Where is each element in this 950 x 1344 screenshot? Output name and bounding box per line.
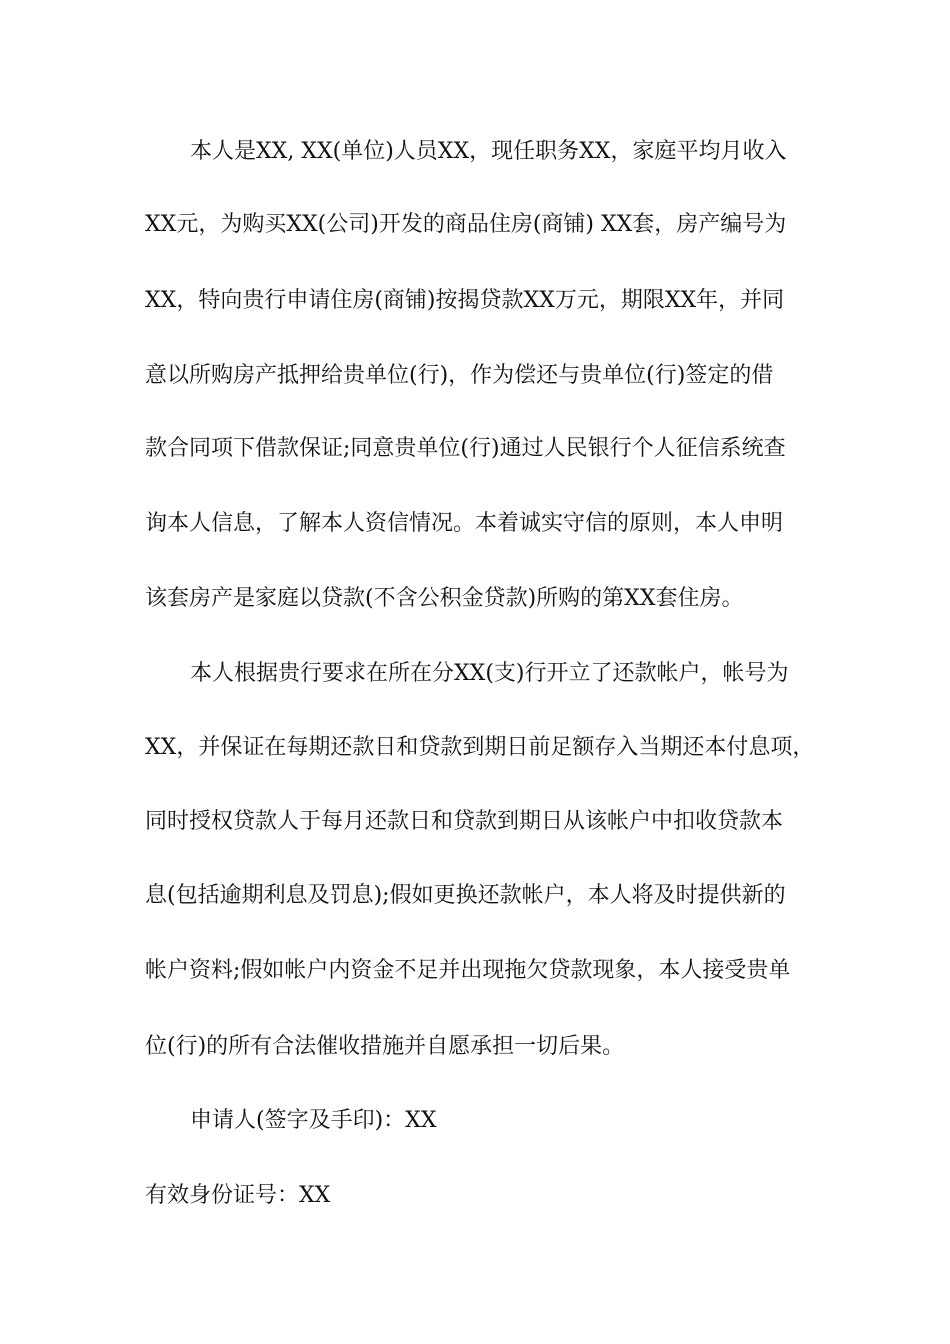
paragraph-1-line-3: XX，特向贵行申请住房(商铺)按揭贷款XX万元，期限XX年，并同 <box>145 288 785 313</box>
paragraph-2-line-4: 息(包括逾期利息及罚息);假如更换还款帐户，本人将及时提供新的 <box>145 883 786 908</box>
paragraph-2-line-3: 同时授权贷款人于每月还款日和贷款到期日从该帐户中扣收贷款本 <box>145 809 784 834</box>
paragraph-2-line-5: 帐户资料;假如帐户内资金不足并出现拖欠贷款现象，本人接受贵单 <box>145 958 791 983</box>
paragraph-1-line-5: 款合同项下借款保证;同意贵单位(行)通过人民银行个人征信系统查 <box>145 436 786 461</box>
paragraph-1-line-4: 意以所购房产抵押给贵单位(行)，作为偿还与贵单位(行)签定的借 <box>145 363 774 388</box>
paragraph-1-line-2: XX元，为购买XX(公司)开发的商品住房(商铺) XX套，房产编号为 <box>145 212 787 237</box>
paragraph-1-line-1: 本人是XX, XX(单位)人员XX，现任职务XX，家庭平均月收入 <box>190 139 787 164</box>
paragraph-2-line-2: XX，并保证在每期还款日和贷款到期日前足额存入当期还本付息项， <box>145 735 815 760</box>
paragraph-2-line-1: 本人根据贵行要求在所在分XX(支)行开立了还款帐户，帐号为 <box>190 661 789 686</box>
id-number-line: 有效身份证号：XX <box>145 1183 331 1208</box>
paragraph-2-line-6: 位(行)的所有合法催收措施并自愿承担一切后果。 <box>145 1034 625 1059</box>
paragraph-1-line-7: 该套房产是家庭以贷款(不含公积金贷款)所购的第XX套住房。 <box>145 586 744 611</box>
applicant-signature-line: 申请人(签字及手印)：XX <box>190 1108 437 1133</box>
paragraph-1-line-6: 询本人信息，了解本人资信情况。本着诚实守信的原则，本人申明 <box>145 511 784 536</box>
